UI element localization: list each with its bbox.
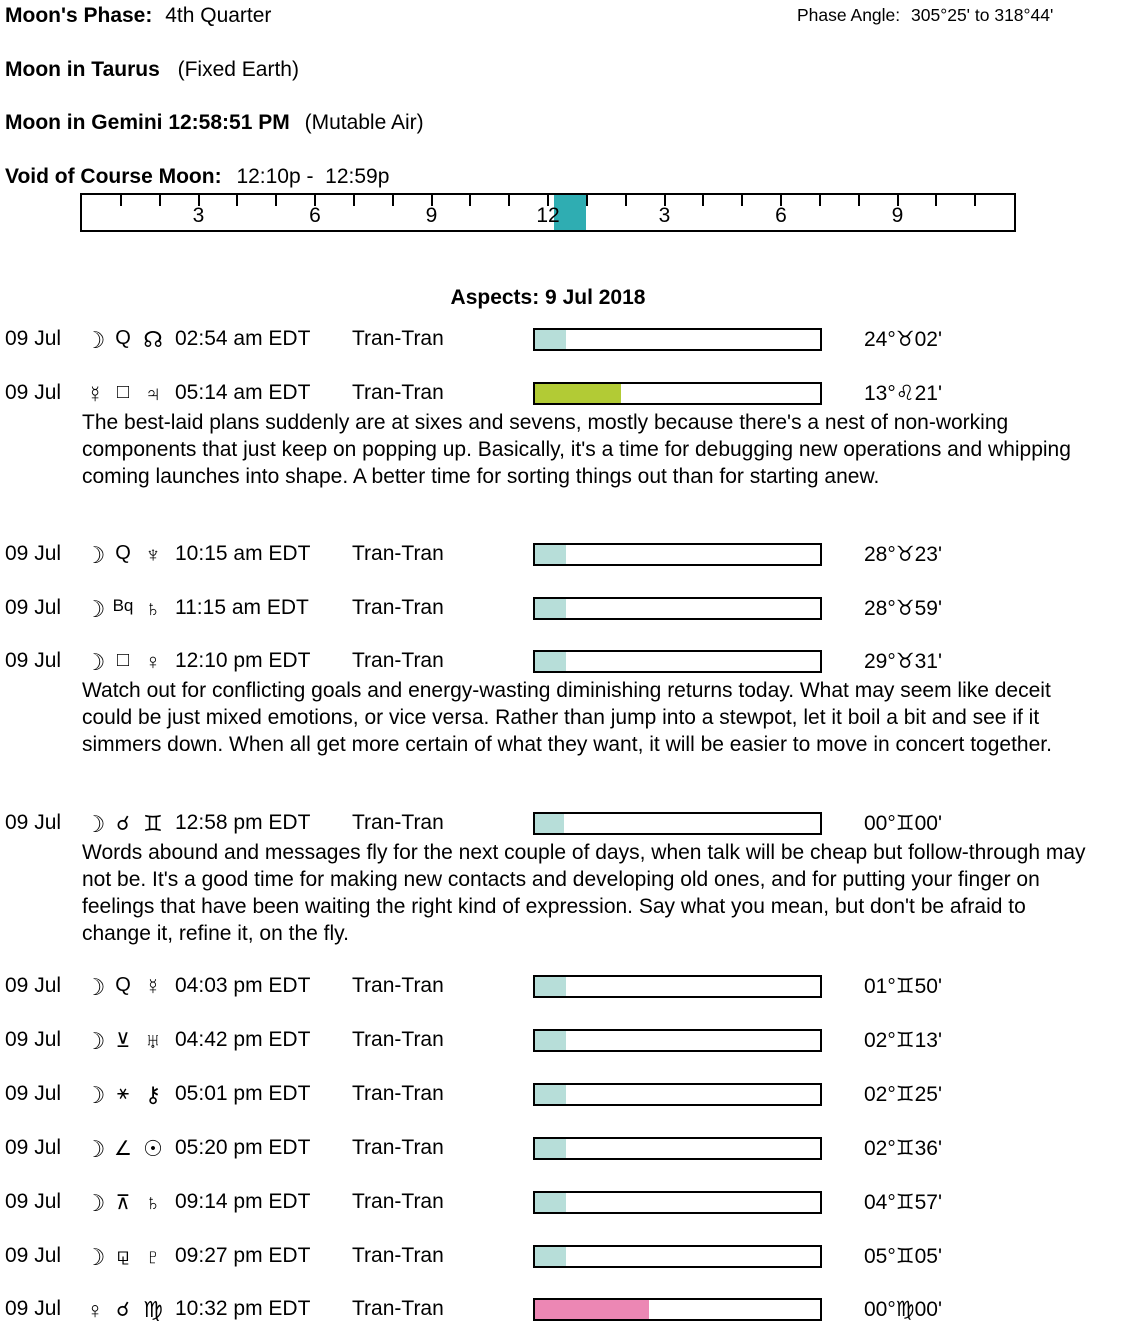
aspect-date: 09 Jul (5, 381, 62, 404)
aspect-description: Watch out for conflicting goals and energy-wasting diminishing returns today. What may seem like deceit could be just mixed emotions, or vice versa. Rather than jump into a stewpot, let it boil a bit and see if it simmers down. When all get more certain of what they want, it will be easier to move in concert together. (82, 679, 1052, 756)
aspect-degree: 02°♊25' (864, 1083, 942, 1106)
semisquare-icon: ∠ (114, 1138, 132, 1160)
quintile-icon: Q (115, 542, 131, 564)
orb-progress-bar (533, 1137, 822, 1160)
orb-progress-bar (533, 812, 822, 835)
aspect-time: 09:27 pm EDT (175, 1244, 311, 1267)
aspect-degree: 05°♊05' (864, 1245, 942, 1268)
venus-icon: ♀ (144, 649, 162, 674)
moon-sign-line-2 (5, 111, 424, 135)
aspect-date: 09 Jul (5, 327, 62, 350)
orb-progress-bar (533, 543, 822, 566)
orb-progress-fill (535, 330, 566, 349)
voc-label: Void of Course Moon: (5, 165, 222, 188)
orb-progress-fill (535, 384, 621, 403)
orb-progress-fill (535, 599, 566, 618)
voc-timeline (80, 193, 1016, 232)
aspect-time: 04:03 pm EDT (175, 974, 311, 997)
square-icon: □ (116, 381, 130, 403)
aspect-degree: 00°♍00' (864, 1298, 942, 1321)
aspect-type: Tran-Tran (352, 1190, 444, 1213)
mercury-icon: ☿ (86, 381, 104, 407)
moon-icon: ☽ (84, 811, 106, 837)
aspect-time: 10:15 am EDT (175, 542, 311, 565)
aspect-time: 12:58 pm EDT (175, 811, 311, 834)
hour-tick (159, 195, 161, 206)
aspect-date: 09 Jul (5, 596, 62, 619)
moons-phase-value: 4th Quarter (165, 4, 272, 27)
aspect-row (0, 974, 1131, 1001)
biquintile-icon: Bq (112, 596, 134, 615)
hour-label: 6 (309, 204, 321, 227)
aspect-type: Tran-Tran (352, 1244, 444, 1267)
moon-icon: ☽ (84, 327, 106, 353)
aspect-row (0, 1244, 1131, 1271)
hour-label: 9 (891, 204, 904, 227)
hour-tick (392, 195, 394, 206)
hour-tick (858, 195, 860, 206)
aspect-degree: 28°♉23' (864, 543, 942, 566)
orb-progress-fill (535, 1085, 566, 1104)
aspect-row (0, 381, 1131, 408)
aspect-date: 09 Jul (5, 1244, 62, 1267)
aspect-row (0, 1297, 1131, 1324)
orb-progress-bar (533, 1191, 822, 1214)
moons-phase-label: Moon's Phase: (5, 4, 153, 27)
sun-icon: ☉ (143, 1136, 163, 1161)
moon-icon: ☽ (84, 974, 106, 1000)
aspect-description: The best-laid plans suddenly are at sixes and sevens, mostly because there's a nest of non-working components that just keep on popping up. Basically, it's a time for debugging new operations and whipping coming launches into shape. A better time for sorting things out than for starting anew. (82, 411, 1071, 488)
aspect-type: Tran-Tran (352, 542, 444, 565)
aspect-date: 09 Jul (5, 1297, 62, 1320)
hour-tick (935, 195, 937, 206)
aspect-type: Tran-Tran (352, 974, 444, 997)
aspect-type: Tran-Tran (352, 1082, 444, 1105)
conjunction-icon: ☌ (116, 813, 130, 835)
chiron-icon: ⚷ (144, 1082, 162, 1107)
aspect-time: 05:20 pm EDT (175, 1136, 311, 1159)
moon-sign-1-note: (Fixed Earth) (177, 58, 299, 81)
aspect-time: 10:32 pm EDT (175, 1297, 311, 1320)
aspect-degree: 02°♊36' (864, 1137, 942, 1160)
hour-tick (469, 195, 471, 206)
moon-sign-2-note: (Mutable Air) (304, 111, 424, 134)
hour-tick (353, 195, 355, 206)
aspect-row (0, 649, 1131, 676)
moon-sign-2: Moon in Gemini 12:58:51 PM (5, 111, 290, 134)
square-icon: □ (116, 649, 130, 671)
aspect-type: Tran-Tran (352, 649, 444, 672)
moon-icon: ☽ (84, 596, 106, 622)
sextile-icon: ⚹ (117, 1082, 129, 1104)
aspect-degree: 13°♌21' (864, 382, 942, 405)
aspect-degree: 28°♉59' (864, 597, 942, 620)
hour-tick (625, 195, 627, 206)
moon-icon: ☽ (84, 1244, 106, 1270)
hour-tick (508, 195, 510, 206)
phase-angle-label: Phase Angle: (797, 5, 901, 25)
phase-angle-value: 305°25' to 318°44' (911, 5, 1054, 25)
aspect-degree: 29°♉31' (864, 650, 942, 673)
orb-progress-fill (535, 545, 566, 564)
aspect-time: 12:10 pm EDT (175, 649, 311, 672)
aspect-type: Tran-Tran (352, 596, 444, 619)
aspect-date: 09 Jul (5, 1028, 62, 1051)
aspect-time: 11:15 am EDT (175, 596, 309, 619)
aspect-time: 05:01 pm EDT (175, 1082, 311, 1105)
aspect-time: 09:14 pm EDT (175, 1190, 311, 1213)
aspect-type: Tran-Tran (352, 1028, 444, 1051)
aspect-date: 09 Jul (5, 811, 62, 834)
virgo-icon: ♍ (143, 1297, 163, 1322)
moon-icon: ☽ (84, 1136, 106, 1162)
aspect-degree: 24°♉02' (864, 328, 942, 351)
moon-icon: ☽ (84, 1190, 106, 1216)
orb-progress-bar (533, 650, 822, 673)
orb-progress-fill (535, 1300, 649, 1319)
aspect-type: Tran-Tran (352, 1297, 444, 1320)
hour-label: 12 (536, 204, 560, 227)
orb-progress-bar (533, 1298, 822, 1321)
saturn-icon: ♄ (144, 1190, 162, 1215)
hour-label: 9 (425, 204, 438, 227)
moon-icon: ☽ (84, 1082, 106, 1108)
jupiter-icon: ♃ (144, 381, 162, 406)
aspect-time: 05:14 am EDT (175, 381, 311, 404)
hour-tick (974, 195, 976, 206)
aspect-degree: 04°♊57' (864, 1191, 942, 1214)
aspect-date: 09 Jul (5, 1136, 62, 1159)
venus-icon: ♀ (86, 1297, 104, 1323)
north-node-icon: ☊ (143, 327, 163, 352)
aspect-time: 02:54 am EDT (175, 327, 311, 350)
hour-label: 6 (775, 204, 787, 227)
hour-tick (819, 195, 821, 206)
voc-value: 12:10p - 12:59p (236, 165, 390, 188)
orb-progress-bar (533, 1083, 822, 1106)
aspect-type: Tran-Tran (352, 1136, 444, 1159)
aspect-row (0, 1082, 1131, 1109)
aspect-row (0, 542, 1131, 569)
quincunx-icon: ⊼ (115, 1192, 131, 1214)
aspect-row (0, 327, 1131, 354)
aspect-row (0, 1136, 1131, 1163)
gemini-icon: ♊ (143, 811, 163, 836)
aspects-title: Aspects: 9 Jul 2018 (450, 286, 646, 309)
aspect-row (0, 811, 1131, 838)
orb-progress-bar (533, 975, 822, 998)
quintile-icon: Q (115, 974, 131, 996)
aspect-date: 09 Jul (5, 649, 62, 672)
hour-tick (702, 195, 704, 206)
aspect-date: 09 Jul (5, 1190, 62, 1213)
orb-progress-fill (535, 1031, 566, 1050)
moon-sign-1: Moon in Taurus (5, 58, 160, 81)
hour-tick (741, 195, 743, 206)
aspect-type: Tran-Tran (352, 811, 444, 834)
orb-progress-bar (533, 597, 822, 620)
orb-progress-fill (535, 652, 566, 671)
orb-progress-bar (533, 1029, 822, 1052)
conjunction-icon: ☌ (116, 1299, 130, 1321)
voc-line (5, 165, 389, 189)
aspect-degree: 02°♊13' (864, 1029, 942, 1052)
orb-progress-bar (533, 328, 822, 351)
orb-progress-bar (533, 1245, 822, 1268)
moon-icon: ☽ (84, 1028, 106, 1054)
orb-progress-fill (535, 977, 566, 996)
aspect-degree: 01°♊50' (864, 975, 942, 998)
semisextile-icon: ⊻ (115, 1030, 131, 1052)
aspect-degree: 00°♊00' (864, 812, 942, 835)
aspect-type: Tran-Tran (352, 327, 444, 350)
hour-label: 3 (658, 204, 671, 227)
hour-tick (236, 195, 238, 206)
moons-phase-line (5, 4, 271, 28)
pluto-icon: ♇ (144, 1244, 162, 1269)
hour-tick (120, 195, 122, 206)
neptune-icon: ♆ (144, 542, 162, 567)
uranus-icon: ♅ (144, 1028, 162, 1053)
orb-progress-fill (535, 814, 564, 833)
hour-label: 3 (192, 204, 205, 227)
aspect-type: Tran-Tran (352, 381, 444, 404)
orb-progress-fill (535, 1247, 566, 1266)
aspect-date: 09 Jul (5, 542, 62, 565)
mercury-icon: ☿ (144, 974, 162, 999)
aspect-date: 09 Jul (5, 1082, 62, 1105)
hour-tick (586, 195, 588, 206)
aspect-description: Words abound and messages fly for the next couple of days, when talk will be cheap but follow-through may not be. It's a good time for making new contacts and developing old ones, and for putting your finger on feelings that have been waiting the right kind of expression. Say what you mean, but don't be afraid to change it, refine it, on the fly. (82, 841, 1086, 945)
sesquiquadrate-icon: ⚼ (116, 1244, 130, 1266)
saturn-icon: ♄ (144, 596, 162, 621)
hour-tick (275, 195, 277, 206)
phase-angle-line (797, 5, 1053, 26)
aspect-date: 09 Jul (5, 974, 62, 997)
quintile-icon: Q (115, 327, 131, 349)
aspect-row (0, 596, 1131, 623)
orb-progress-fill (535, 1193, 566, 1212)
orb-progress-bar (533, 382, 822, 405)
moon-icon: ☽ (84, 542, 106, 568)
moon-sign-line-1 (5, 58, 299, 82)
aspect-time: 04:42 pm EDT (175, 1028, 311, 1051)
orb-progress-fill (535, 1139, 566, 1158)
aspect-row (0, 1190, 1131, 1217)
moon-icon: ☽ (84, 649, 106, 675)
aspect-row (0, 1028, 1131, 1055)
